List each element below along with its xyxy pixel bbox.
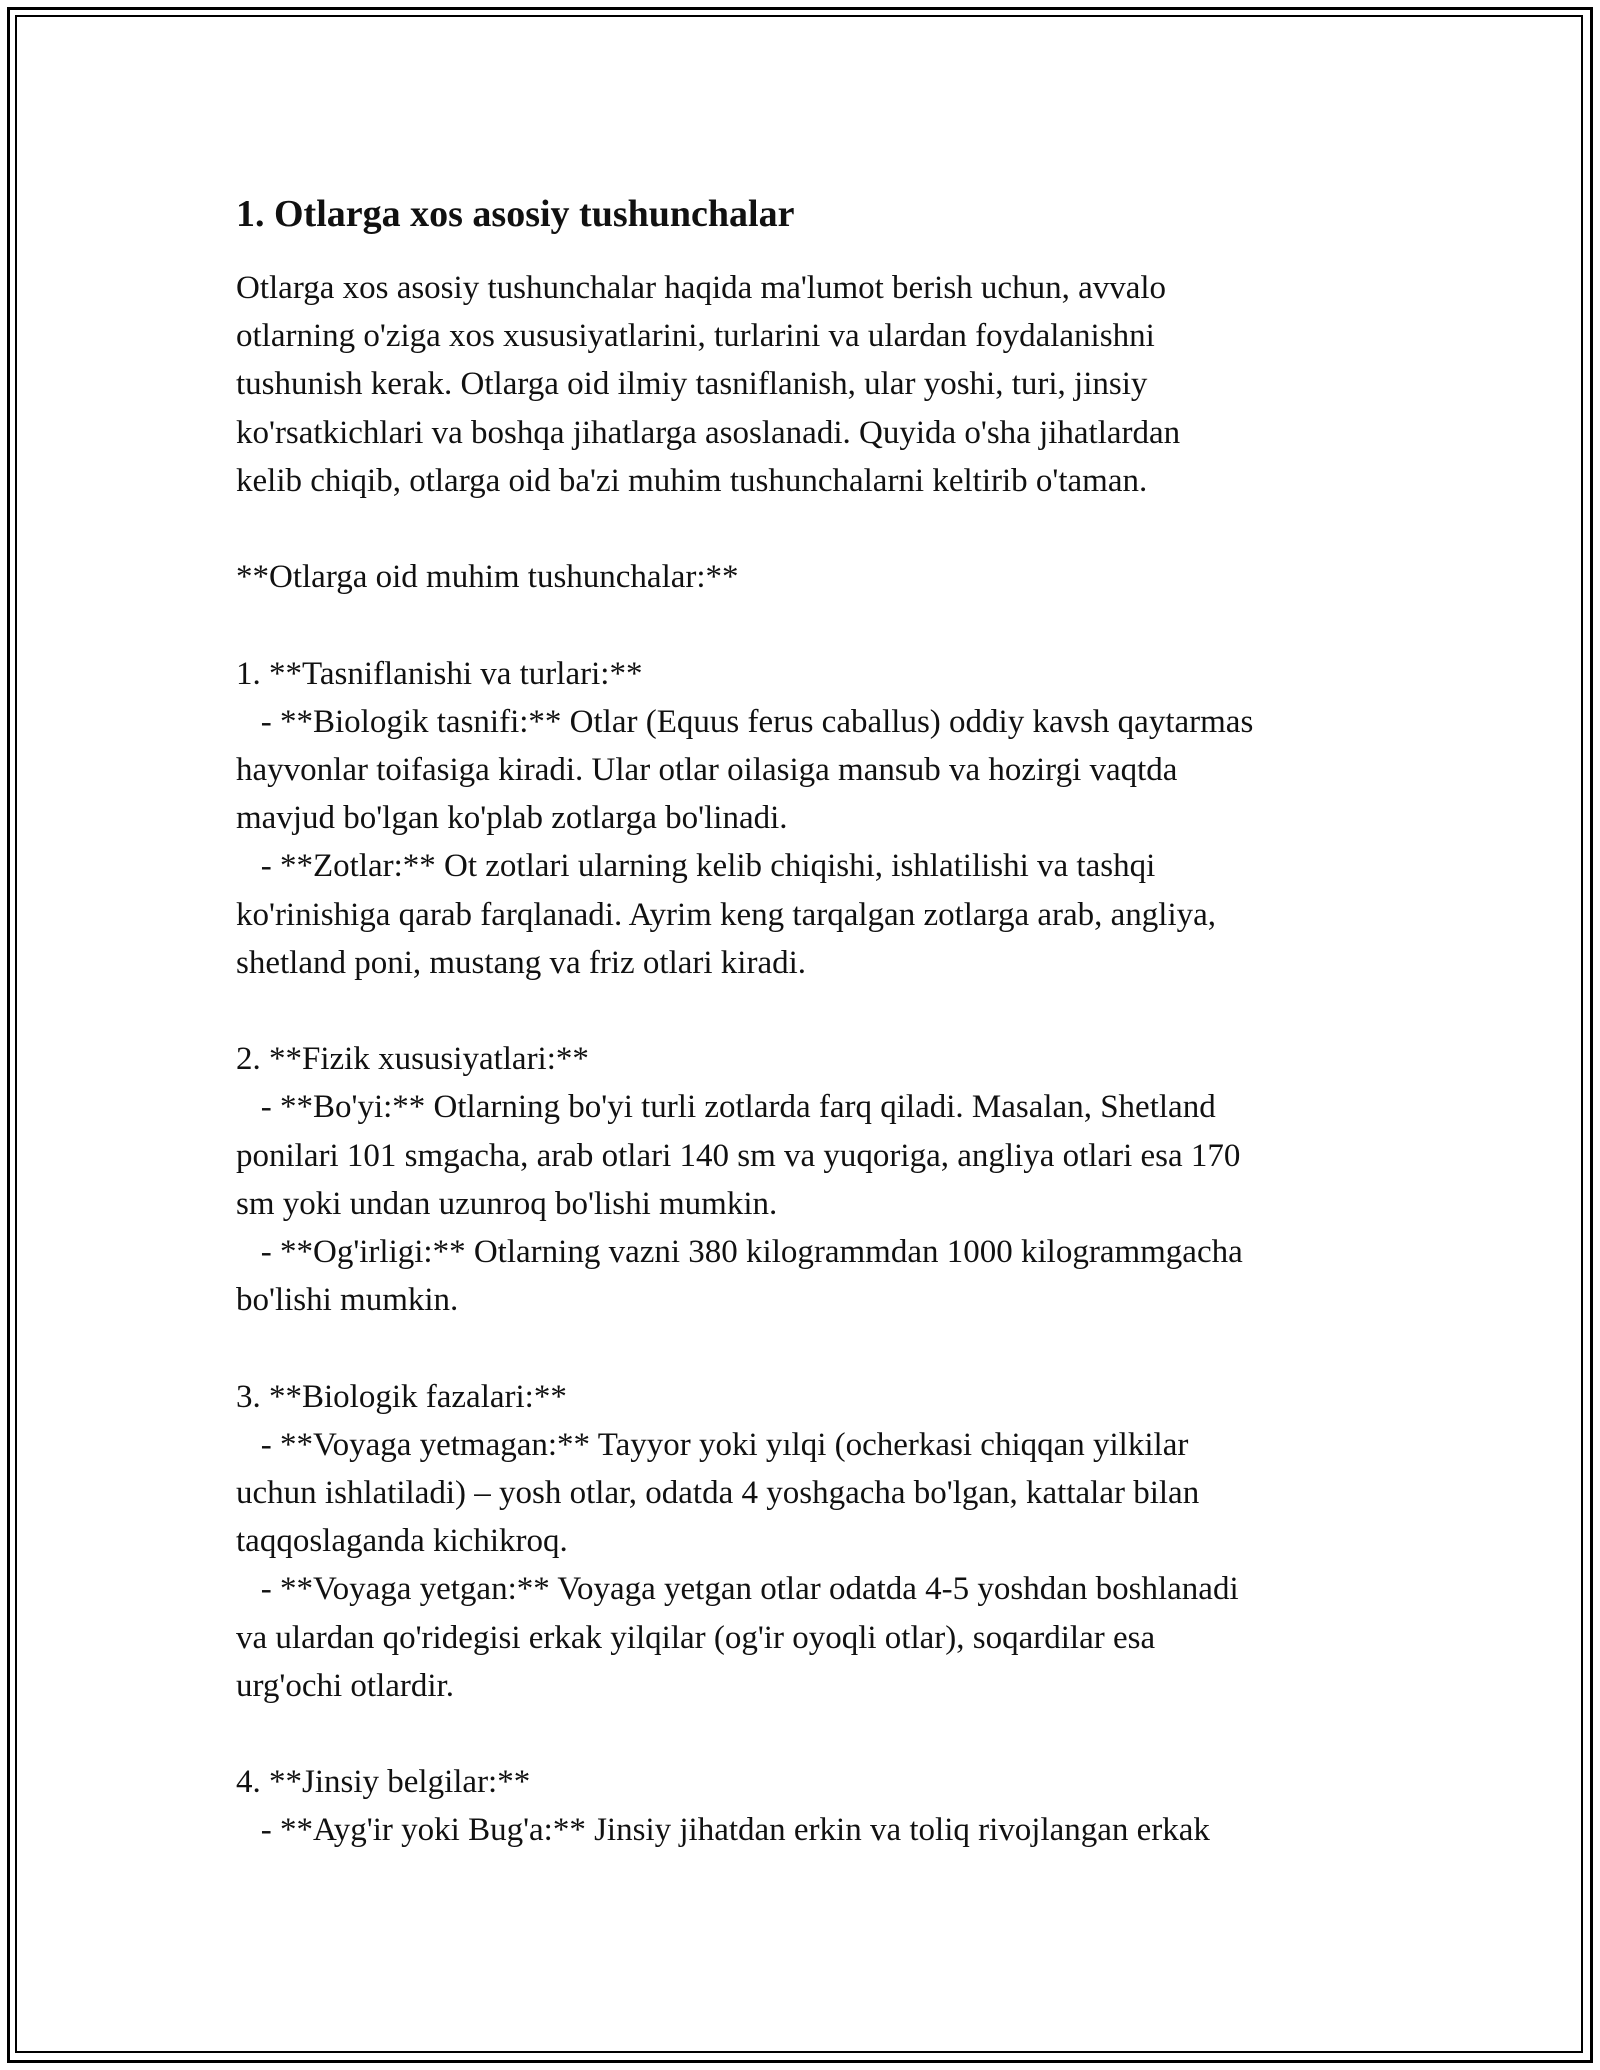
text-line: - **Voyaga yetgan:** Voyaga yetgan otlar odatda 4-5 yoshdan boshlanadi [236,1571,1239,1608]
text-line: urg'ochi otlardir. [236,1667,454,1704]
text-line: hayvonlar toifasiga kiradi. Ular otlar oilasiga mansub va hozirgi vaqtda [236,752,1178,788]
text-line: taqqoslaganda kichikroq. [236,1523,568,1560]
document-content [236,190,1386,1855]
text-line: uchun ishlatiladi) – yosh otlar, odatda 4 yoshgacha bo'lgan, kattalar bilan [236,1475,1200,1512]
blank-line [236,601,1386,649]
text-line: - **Bo'yi:** Otlarning bo'yi turli zotlarda farq qiladi. Masalan, Shetland [236,1089,1216,1126]
text-line: - **Voyaga yetmagan:** Tayyor yoki yılqi (ocherkasi chiqqan yilkilar [236,1426,1189,1463]
blank-line [236,987,1386,1035]
blank-line [236,1710,1386,1758]
text-line: mavjud bo'lgan ko'plab zotlarga bo'linadi. [236,800,788,837]
blank-line [236,505,1386,553]
text-line: - **Zotlar:** Ot zotlari ularning kelib chiqishi, ishlatilishi va tashqi [236,848,1156,885]
text-line: - **Ayg'ir yoki Bug'a:** Jinsiy jihatdan erkin va toliq rivojlangan erkak [236,1812,1210,1849]
text-line: 3. **Biologik fazalari:** [236,1378,567,1415]
text-line: shetland poni, mustang va friz otlari kiradi. [236,944,807,981]
text-line: kelib chiqib, otlarga oid ba'zi muhim tushunchalarni keltirib o'taman. [236,462,1148,499]
blank-line [236,1324,1386,1372]
document-body [236,264,1386,1855]
text-line: ko'rinishiga qarab farqlanadi. Ayrim keng tarqalgan zotlarga arab, angliya, [236,896,1217,933]
text-line: ko'rsatkichlari va boshqa jihatlarga asoslanadi. Quyida o'sha jihatlardan [236,414,1181,451]
text-line: **Otlarga oid muhim tushunchalar:** [236,559,739,596]
text-line: va ulardan qo'ridegisi erkak yilqilar (og'ir oyoqli otlar), soqardilar esa [236,1619,1156,1656]
text-line: 4. **Jinsiy belgilar:** [236,1764,531,1801]
text-line: ponilari 101 smgacha, arab otlari 140 sm va yuqoriga, angliya otlari esa 170 [236,1137,1241,1174]
text-line: 1. **Tasniflanishi va turlari:** [236,655,643,692]
text-line: - **Biologik tasnifi:** Otlar (Equus ferus caballus) oddiy kavsh qaytarmas [236,703,1254,740]
text-line: tushunish kerak. Otlarga oid ilmiy tasniflanish, ular yoshi, turi, jinsiy [236,366,1148,403]
text-line: otlarning o'ziga xos xususiyatlarini, turlarini va ulardan foydalanishni [236,318,1155,355]
text-line: bo'lishi mumkin. [236,1282,459,1319]
text-line: - **Og'irligi:** Otlarning vazni 380 kilogrammdan 1000 kilogrammgacha [236,1234,1243,1271]
text-line: sm yoki undan uzunroq bo'lishi mumkin. [236,1185,778,1222]
text-line: 2. **Fizik xususiyatlari:** [236,1041,589,1078]
section-heading: 1. Otlarga xos asosiy tushunchalar [236,193,795,235]
text-line: Otlarga xos asosiy tushunchalar haqida ma'lumot berish uchun, avvalo [236,270,1167,306]
